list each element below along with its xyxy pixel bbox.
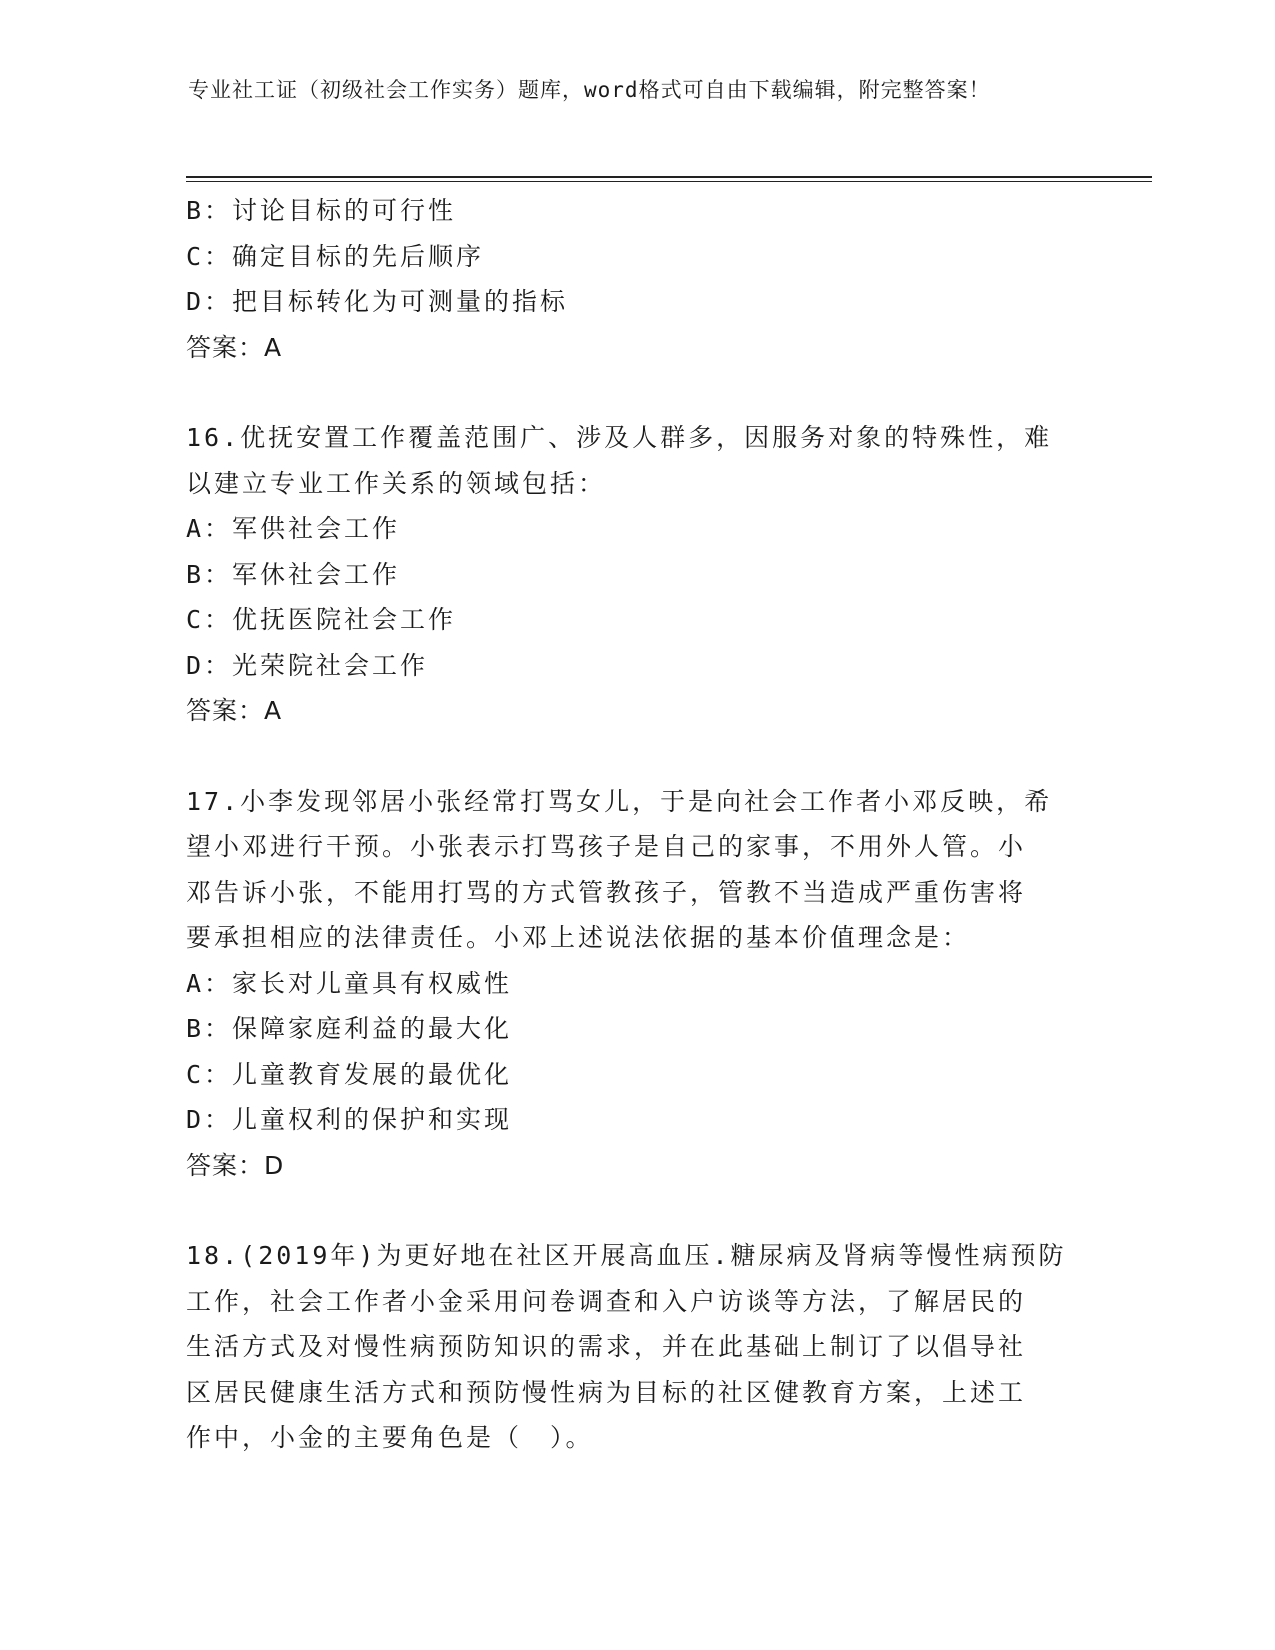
header-rule-thin	[186, 181, 1152, 182]
option-a: A：家长对儿童具有权威性	[186, 968, 513, 998]
header-rule-thick	[186, 176, 1152, 178]
option-d: D：光荣院社会工作	[186, 650, 429, 680]
question-gap	[186, 370, 1066, 415]
option-b: B：保障家庭利益的最大化	[186, 1014, 513, 1043]
stem-line: 16.优抚安置工作覆盖范围广、涉及人群多，因服务对象的特殊性，难	[186, 423, 1053, 452]
prev-question-options	[186, 188, 1066, 325]
option-b: B：军休社会工作	[186, 559, 401, 589]
question-18-stem	[186, 1233, 1066, 1461]
option-b: B：讨论目标的可行性	[186, 196, 457, 225]
stem-line: 17.小李发现邻居小张经常打骂女儿，于是向社会工作者小邓反映，希	[186, 786, 1053, 816]
question-content	[186, 188, 1066, 1461]
question-17-answer: 答案：D	[186, 1150, 285, 1180]
question-gap	[186, 1188, 1066, 1233]
option-c: C：优抚医院社会工作	[186, 605, 457, 634]
option-d: D：儿童权利的保护和实现	[186, 1105, 513, 1134]
stem-line: 望小邓进行干预。小张表示打骂孩子是自己的家事，不用外人管。小	[186, 832, 1027, 861]
question-18	[186, 1233, 1066, 1461]
stem-line: 18.(2019年)为更好地在社区开展高血压.糖尿病及肾病等慢性病预防	[186, 1241, 1067, 1270]
question-16	[186, 415, 1066, 734]
question-16-stem	[186, 415, 1066, 506]
question-17-stem	[186, 779, 1066, 961]
stem-line: 作中，小金的主要角色是（ ）。	[186, 1423, 594, 1452]
stem-line: 以建立专业工作关系的领域包括：	[186, 468, 607, 498]
stem-line: 生活方式及对慢性病预防知识的需求，并在此基础上制订了以倡导社	[186, 1332, 1027, 1361]
question-17	[186, 779, 1066, 1189]
question-gap	[186, 734, 1066, 779]
prev-question-answer: 答案：A	[186, 332, 283, 362]
option-c: C：儿童教育发展的最优化	[186, 1059, 513, 1089]
stem-line: 要承担相应的法律责任。小邓上述说法依据的基本价值理念是：	[186, 923, 971, 952]
document-header: 专业社工证（初级社会工作实务）题库，word格式可自由下载编辑，附完整答案！	[188, 78, 991, 102]
question-16-answer: 答案：A	[186, 696, 283, 725]
option-a: A：军供社会工作	[186, 514, 401, 543]
stem-line: 工作，社会工作者小金采用问卷调查和入户访谈等方法，了解居民的	[186, 1286, 1027, 1316]
option-c: C：确定目标的先后顺序	[186, 241, 485, 271]
stem-line: 邓告诉小张，不能用打骂的方式管教孩子，管教不当造成严重伤害将	[186, 877, 1027, 907]
option-d: D：把目标转化为可测量的指标	[186, 287, 569, 316]
stem-line: 区居民健康生活方式和预防慢性病为目标的社区健教育方案，上述工	[186, 1377, 1027, 1407]
